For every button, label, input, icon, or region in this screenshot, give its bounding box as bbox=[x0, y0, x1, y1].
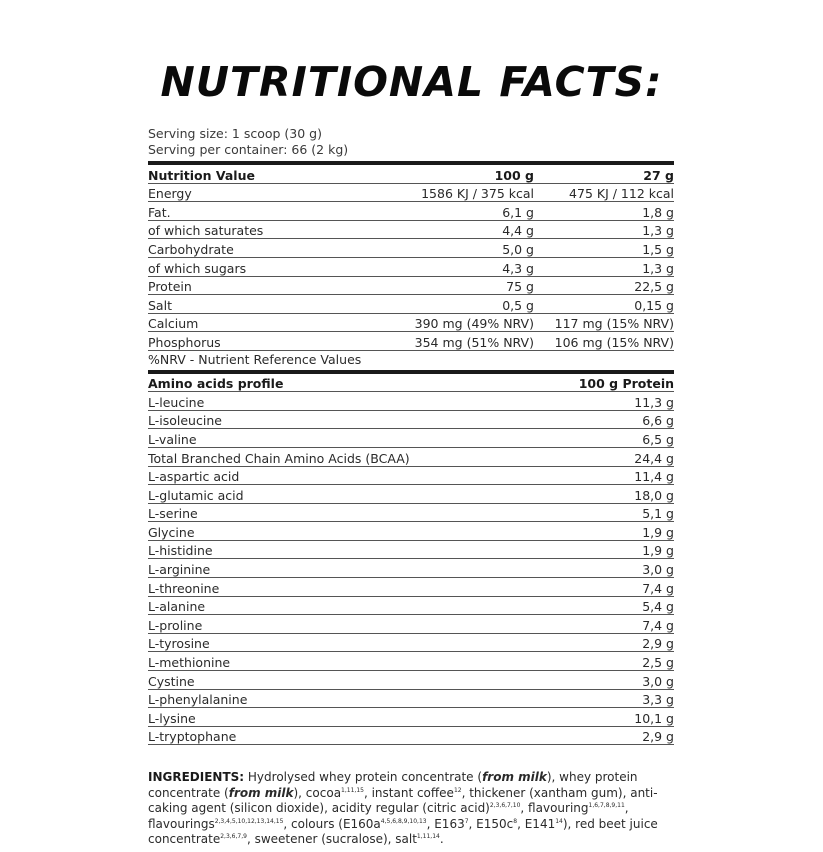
footnote-ref: 2,3,6,7,9 bbox=[220, 833, 247, 840]
amino-value: 6,6 g bbox=[642, 413, 674, 429]
table-row bbox=[148, 652, 674, 671]
nrv-note: %NRV - Nutrient Reference Values bbox=[148, 351, 362, 367]
nutrient-27g: 22,5 g bbox=[634, 279, 674, 295]
ingredients-text: , flavourings bbox=[148, 801, 629, 831]
table-row bbox=[148, 392, 674, 411]
amino-value: 10,1 g bbox=[634, 710, 674, 726]
amino-value: 1,9 g bbox=[642, 543, 674, 559]
amino-value: 5,1 g bbox=[642, 506, 674, 522]
amino-value: 11,3 g bbox=[634, 394, 674, 410]
nutrient-name: Salt bbox=[148, 297, 172, 313]
amino-name: L-isoleucine bbox=[148, 413, 222, 429]
amino-name: Glycine bbox=[148, 524, 195, 540]
nutrient-27g: 1,3 g bbox=[642, 223, 674, 239]
nutrition-panel bbox=[148, 126, 674, 745]
table-row bbox=[148, 578, 674, 597]
table-row bbox=[148, 485, 674, 504]
ingredients-text: , colours (E160a bbox=[283, 816, 381, 831]
ingredients-text: ), cocoa bbox=[293, 785, 342, 800]
nutrient-name: Energy bbox=[148, 186, 192, 202]
amino-name: L-glutamic acid bbox=[148, 487, 244, 503]
nutrition-header-row bbox=[148, 165, 674, 184]
table-row bbox=[148, 504, 674, 523]
amino-name: L-proline bbox=[148, 617, 203, 633]
amino-name: L-leucine bbox=[148, 394, 205, 410]
amino-name: L-arginine bbox=[148, 562, 211, 578]
amino-name: L-tryptophane bbox=[148, 729, 237, 745]
amino-name: Cystine bbox=[148, 673, 195, 689]
table-row bbox=[148, 541, 674, 560]
footnote-ref: 1,11,14 bbox=[416, 833, 440, 840]
amino-name: L-tyrosine bbox=[148, 636, 210, 652]
footnote-ref: 8 bbox=[513, 817, 518, 825]
nutrient-27g: 106 mg (15% NRV) bbox=[554, 334, 674, 350]
nutrient-name: Phosphorus bbox=[148, 334, 221, 350]
table-row bbox=[148, 411, 674, 430]
footnote-ref: 4,5,6,8,9,10,13 bbox=[380, 817, 427, 825]
table-row bbox=[148, 277, 674, 296]
ingredients-text: , E163 bbox=[426, 816, 465, 831]
amino-name: L-histidine bbox=[148, 543, 213, 559]
nutrient-name: of which saturates bbox=[148, 223, 264, 239]
page-title: NUTRITIONAL FACTS: bbox=[160, 58, 663, 106]
table-row bbox=[148, 314, 674, 333]
amino-value: 5,4 g bbox=[642, 599, 674, 615]
amino-name: L-methionine bbox=[148, 655, 231, 671]
amino-value: 3,3 g bbox=[642, 692, 674, 708]
ingredients-text: ), whey protein concentrate ( bbox=[148, 770, 638, 800]
amino-value: 7,4 g bbox=[642, 580, 674, 596]
serving-per-container: Serving per container: 66 (2 kg) bbox=[148, 142, 349, 157]
ingredients-paragraph bbox=[148, 770, 678, 848]
nutrient-name: Carbohydrate bbox=[148, 241, 234, 257]
nutrient-27g: 0,15 g bbox=[634, 297, 674, 313]
table-row bbox=[148, 332, 674, 351]
table-row bbox=[148, 708, 674, 727]
header-amino-profile: Amino acids profile bbox=[148, 376, 284, 392]
table-row bbox=[148, 221, 674, 240]
amino-value: 3,0 g bbox=[642, 673, 674, 689]
amino-value: 6,5 g bbox=[642, 431, 674, 447]
header-nutrition-value: Nutrition Value bbox=[148, 167, 255, 183]
table-row bbox=[148, 202, 674, 221]
amino-header-row bbox=[148, 374, 674, 393]
allergen-milk: from milk bbox=[228, 785, 294, 800]
amino-name: L-phenylalanine bbox=[148, 692, 248, 708]
table-row bbox=[148, 239, 674, 258]
nutrient-100g: 1586 KJ / 375 kcal bbox=[421, 186, 534, 202]
ingredients-text: , flavouring bbox=[520, 801, 589, 815]
footnote-ref: 1,11,15 bbox=[341, 786, 364, 794]
nutrient-27g: 1,5 g bbox=[642, 241, 674, 257]
amino-value: 11,4 g bbox=[634, 469, 674, 485]
table-row bbox=[148, 690, 674, 709]
amino-name: L-alanine bbox=[148, 599, 206, 615]
allergen-milk: from milk bbox=[482, 770, 547, 784]
nutrient-27g: 117 mg (15% NRV) bbox=[554, 316, 674, 332]
table-row bbox=[148, 522, 674, 541]
ingredients-text: , sweetener (sucralose), salt bbox=[246, 832, 417, 846]
table-row bbox=[148, 615, 674, 634]
nutrient-name: Fat. bbox=[148, 204, 171, 220]
ingredients-text: , E141 bbox=[517, 816, 556, 831]
header-100g-protein: 100 g Protein bbox=[578, 376, 674, 392]
amino-value: 2,5 g bbox=[642, 655, 674, 671]
ingredients-label: INGREDIENTS: bbox=[148, 770, 245, 784]
footnote-ref: 2,3,4,5,10,12,13,14,15 bbox=[214, 817, 284, 825]
table-row bbox=[148, 258, 674, 277]
ingredients-text: , instant coffee bbox=[363, 785, 454, 800]
table-row bbox=[148, 597, 674, 616]
amino-name: L-threonine bbox=[148, 580, 220, 596]
footnote-ref: 12 bbox=[453, 786, 462, 794]
table-row bbox=[148, 559, 674, 578]
amino-value: 2,9 g bbox=[642, 636, 674, 652]
nutrient-100g: 4,4 g bbox=[502, 223, 534, 239]
nutrient-27g: 1,8 g bbox=[642, 204, 674, 220]
amino-name: Total Branched Chain Amino Acids (BCAA) bbox=[148, 450, 410, 466]
nutrient-100g: 6,1 g bbox=[502, 204, 534, 220]
table-row bbox=[148, 429, 674, 448]
nutrient-100g: 390 mg (49% NRV) bbox=[414, 316, 534, 332]
amino-value: 7,4 g bbox=[642, 617, 674, 633]
table-row bbox=[148, 727, 674, 746]
table-row bbox=[148, 184, 674, 203]
nutrient-name: of which sugars bbox=[148, 260, 247, 276]
nutrient-100g: 354 mg (51% NRV) bbox=[414, 334, 534, 350]
amino-name: L-valine bbox=[148, 431, 197, 447]
amino-name: L-aspartic acid bbox=[148, 469, 240, 485]
footnote-ref: 2,3,6,7,10 bbox=[489, 802, 521, 809]
ingredients-text: , thickener (xantham gum), anti-caking agent (silicon dioxide), acidity regular (citric acid) bbox=[148, 785, 658, 815]
table-row bbox=[148, 467, 674, 486]
footnote-ref: 7 bbox=[464, 817, 469, 825]
nutrient-27g: 475 KJ / 112 kcal bbox=[569, 186, 674, 202]
nutrient-name: Protein bbox=[148, 279, 192, 295]
ingredients-text: ), red beet juice concentrate bbox=[148, 816, 658, 846]
header-27g: 27 g bbox=[643, 167, 674, 183]
table-row bbox=[148, 295, 674, 314]
footnote-ref: 1,6,7,8,9,11 bbox=[588, 802, 625, 809]
nutrient-100g: 0,5 g bbox=[502, 297, 534, 313]
nutrient-27g: 1,3 g bbox=[642, 260, 674, 276]
nutrient-name: Calcium bbox=[148, 316, 199, 332]
table-row bbox=[148, 448, 674, 467]
nutrient-100g: 4,3 g bbox=[502, 260, 534, 276]
amino-name: L-lysine bbox=[148, 710, 196, 726]
amino-value: 18,0 g bbox=[634, 487, 674, 503]
amino-value: 1,9 g bbox=[642, 524, 674, 540]
amino-name: L-serine bbox=[148, 506, 198, 522]
table-row bbox=[148, 634, 674, 653]
serving-size: Serving size: 1 scoop (30 g) bbox=[148, 126, 322, 141]
nutrient-100g: 75 g bbox=[506, 279, 534, 295]
table-row bbox=[148, 671, 674, 690]
ingredients-text: . bbox=[439, 832, 444, 846]
ingredients-text: , E150c bbox=[468, 816, 514, 831]
header-100g: 100 g bbox=[494, 167, 534, 183]
amino-value: 24,4 g bbox=[634, 450, 674, 466]
footnote-ref: 14 bbox=[555, 817, 563, 825]
ingredients-text: Hydrolysed whey protein concentrate ( bbox=[244, 770, 483, 784]
nutrient-100g: 5,0 g bbox=[502, 241, 534, 257]
amino-value: 3,0 g bbox=[642, 562, 674, 578]
amino-value: 2,9 g bbox=[642, 729, 674, 745]
